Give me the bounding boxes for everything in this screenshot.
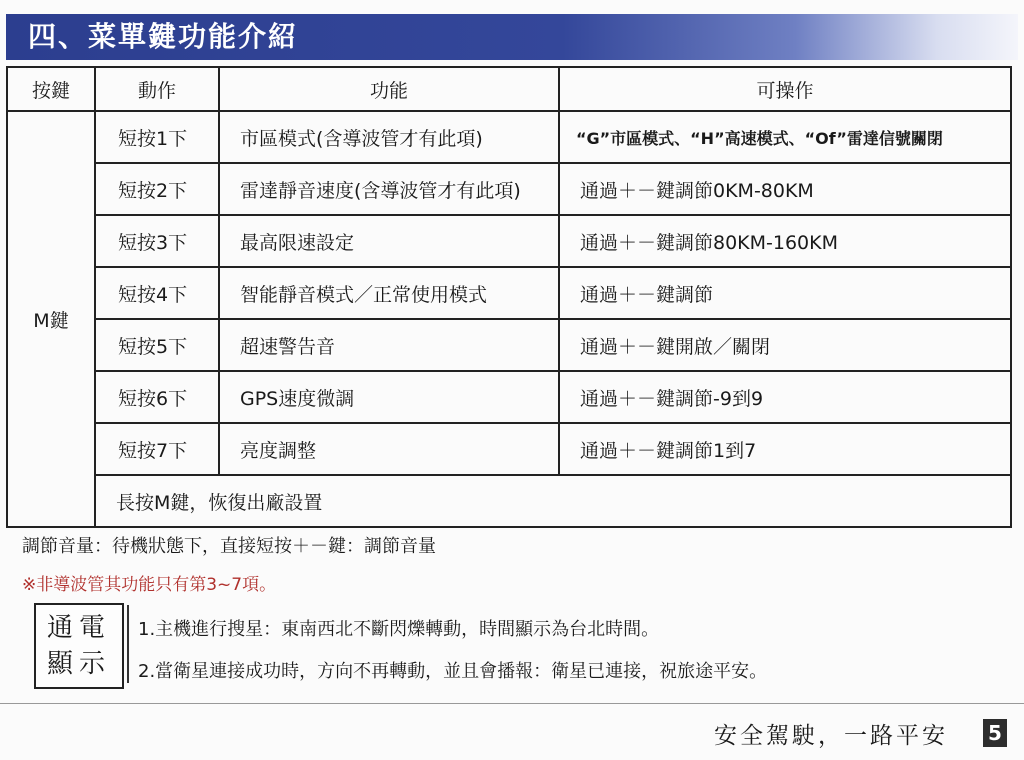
function-cell: 超速警告音 — [219, 319, 559, 371]
power-on-item: 1.主機進行搜星：東南西北不斷閃爍轉動，時間顯示為台北時間。 — [138, 619, 660, 640]
action-cell: 短按2下 — [95, 163, 219, 215]
key-cell-m: M鍵 — [7, 111, 95, 527]
table-row — [7, 423, 1011, 475]
power-on-label-line2: 顯示 — [46, 649, 111, 679]
function-cell: 智能靜音模式／正常使用模式 — [219, 267, 559, 319]
table-header-row — [7, 67, 1011, 111]
section-title: 四、菜單鍵功能介紹 — [28, 20, 299, 53]
function-cell: 亮度調整 — [219, 423, 559, 475]
column-header-action: 動作 — [95, 67, 219, 111]
footer-divider — [0, 703, 1024, 704]
table-row — [7, 319, 1011, 371]
non-waveguide-note: ※非導波管其功能只有第3~7項。 — [22, 575, 277, 595]
table-row — [7, 163, 1011, 215]
footer-slogan: 安全駕駛，一路平安 — [714, 723, 948, 749]
action-cell: 短按5下 — [95, 319, 219, 371]
operation-cell: 通過＋－鍵調節1到7 — [559, 423, 1011, 475]
action-cell: 短按3下 — [95, 215, 219, 267]
action-cell: 短按6下 — [95, 371, 219, 423]
power-on-label-line1: 通電 — [46, 613, 111, 643]
long-press-cell: 長按M鍵，恢復出廠設置 — [95, 475, 1011, 527]
column-header-operation: 可操作 — [559, 67, 1011, 111]
table-row — [7, 371, 1011, 423]
function-cell: 最高限速設定 — [219, 215, 559, 267]
action-cell: 短按4下 — [95, 267, 219, 319]
function-cell: 雷達靜音速度(含導波管才有此項) — [219, 163, 559, 215]
operation-cell: “G”市區模式、“H”高速模式、“Of”雷達信號關閉 — [559, 111, 1011, 163]
power-on-label-box — [34, 603, 124, 689]
table-row — [7, 111, 1011, 163]
operation-cell: 通過＋－鍵開啟／關閉 — [559, 319, 1011, 371]
table-row — [7, 215, 1011, 267]
power-on-item: 2.當衛星連接成功時，方向不再轉動，並且會播報：衛星已連接，祝旅途平安。 — [138, 661, 768, 682]
action-cell: 短按7下 — [95, 423, 219, 475]
operation-cell: 通過＋－鍵調節 — [559, 267, 1011, 319]
table-row-long-press — [7, 475, 1011, 527]
page-number-badge: 5 — [983, 719, 1007, 747]
operation-cell: 通過＋－鍵調節-9到9 — [559, 371, 1011, 423]
column-header-key: 按鍵 — [7, 67, 95, 111]
volume-note: 調節音量：待機狀態下，直接短按＋－鍵：調節音量 — [22, 536, 436, 557]
function-cell: 市區模式(含導波管才有此項) — [219, 111, 559, 163]
function-cell: GPS速度微調 — [219, 371, 559, 423]
table-row — [7, 267, 1011, 319]
operation-cell: 通過＋－鍵調節80KM-160KM — [559, 215, 1011, 267]
operation-cell: 通過＋－鍵調節0KM-80KM — [559, 163, 1011, 215]
power-on-divider — [127, 605, 129, 683]
action-cell: 短按1下 — [95, 111, 219, 163]
menu-key-table — [6, 66, 1012, 528]
column-header-function: 功能 — [219, 67, 559, 111]
